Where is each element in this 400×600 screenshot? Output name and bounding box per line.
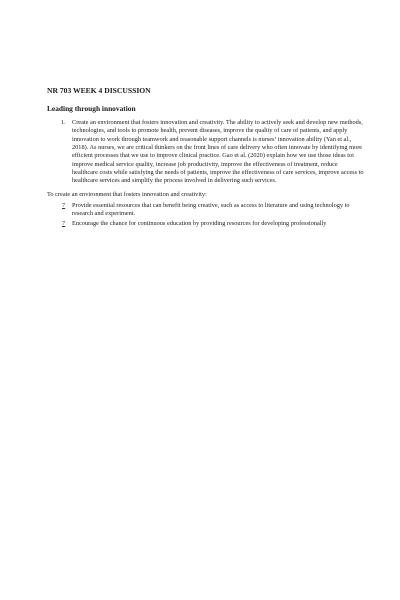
bullet-icon: 7 <box>62 219 66 227</box>
numbered-list <box>47 119 365 186</box>
bullet-item-text: Encourage the chance for continuous education by providing resources for developing professionally <box>72 219 327 227</box>
list-item-text: Create an environment that fosters innovation and creativity. The ability to actively seek and develop new methods, technologies, and tools to promote health, prevent diseases, improve the quality of care of patients, and apply innovation to work through teamwork and reasonable support channels is nurses’ innovation ability (Yan et al., 2018). As nurses, we are critical thinkers on the front lines of care delivery who often innovate by identifying more efficient processes that we use to improve clinical practice. Gao et al. (2020) explain how we use those ideas toi improve medical service quality, increase job productivity, improve the effectiveness of treatment, reduce healthcare costs while satisfying the needs of patients, improve the effectiveness of care services, improve access to healthcare services and simplify the process involved in delivering such services. <box>72 119 364 185</box>
bullet-icon: 7 <box>62 202 66 210</box>
list-item <box>47 220 365 228</box>
document-title: NR 703 WEEK 4 DISCUSSION <box>47 86 151 95</box>
intro-paragraph: To create an environment that fosters innovation and creativity: <box>47 190 207 198</box>
bullet-list <box>47 202 365 228</box>
document-page <box>47 86 365 229</box>
list-number: 1. <box>61 119 66 126</box>
list-item <box>47 119 365 186</box>
bullet-item-text: Provide essential resources that can benefit being creative, such as access to literature and using technology to research and experiment. <box>72 202 350 218</box>
section-heading: Leading through innovation <box>47 104 136 113</box>
list-item <box>47 202 365 219</box>
